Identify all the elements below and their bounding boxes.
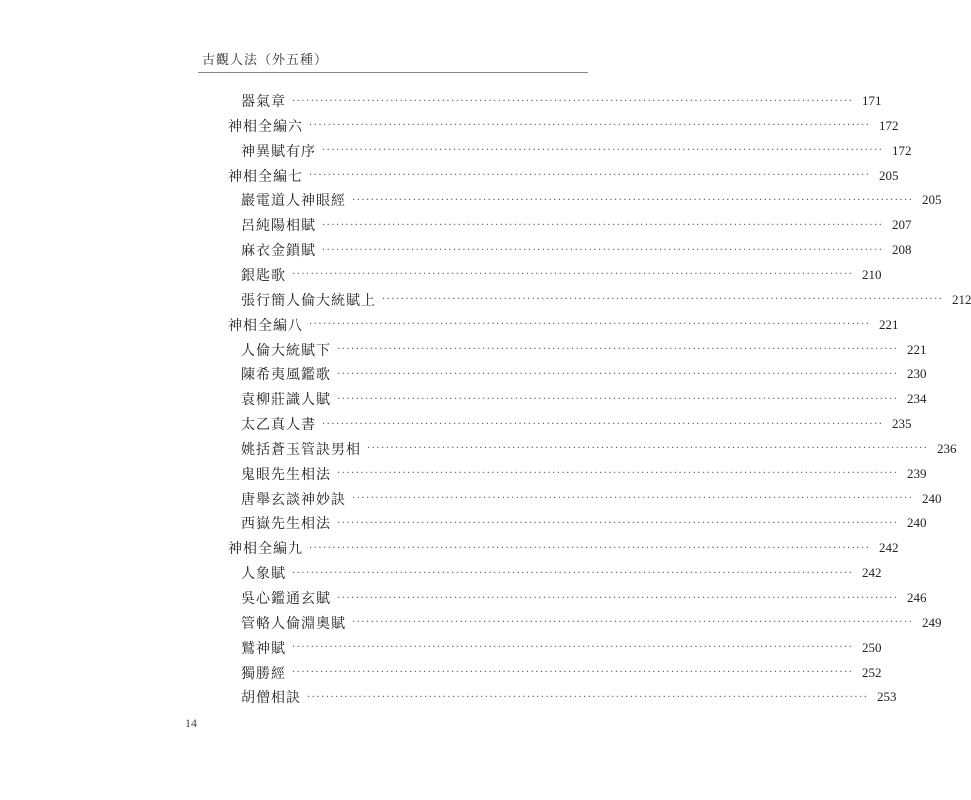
- toc-entry[interactable]: [241, 437, 957, 461]
- toc-entry-title: 獨勝經: [241, 665, 286, 682]
- toc-entry-title: 人倫大統賦下: [241, 342, 331, 359]
- toc-entry-title: 銀匙歌: [241, 267, 286, 284]
- toc-entry-page: 172: [891, 142, 912, 158]
- toc-entry[interactable]: [241, 511, 927, 535]
- toc-entry-title: 吳心鑑通玄賦: [241, 591, 331, 607]
- toc-entry[interactable]: [228, 164, 899, 188]
- dot-leader: ························································································································: [322, 145, 884, 157]
- toc-entry[interactable]: [241, 288, 971, 312]
- toc-entry-page: 221: [878, 316, 899, 332]
- toc-entry-title: 陳希夷風鑑歌: [241, 367, 331, 384]
- toc-entry-title: 袁柳莊識人賦: [241, 392, 331, 409]
- dot-leader: ························································································································: [307, 691, 869, 703]
- dot-leader: ························································································································: [337, 393, 899, 405]
- dot-leader: ························································································································: [352, 194, 914, 206]
- dot-leader: ························································································································: [367, 443, 929, 455]
- toc-entry-page: 242: [878, 540, 899, 556]
- toc-entry-page: 172: [878, 117, 899, 133]
- toc-entry[interactable]: [241, 362, 927, 386]
- toc-entry-title: 太乙真人書: [241, 417, 316, 434]
- toc-entry[interactable]: [241, 387, 927, 411]
- toc-entry[interactable]: [241, 213, 912, 237]
- toc-entry-page: 236: [936, 440, 957, 456]
- toc-entry-page: 212: [951, 291, 971, 307]
- dot-leader: ························································································································: [382, 294, 944, 306]
- toc-entry[interactable]: [241, 636, 882, 660]
- dot-leader: ························································································································: [322, 418, 884, 430]
- toc-entry-title: 胡僧相訣: [241, 690, 301, 707]
- toc-entry[interactable]: [241, 487, 942, 511]
- dot-leader: ························································································································: [292, 667, 854, 679]
- toc-entry-title: 麻衣金鎖賦: [241, 243, 316, 260]
- dot-leader: ························································································································: [292, 269, 854, 281]
- toc-entry-title: 鷲神賦: [241, 640, 286, 657]
- toc-entry[interactable]: [241, 685, 897, 709]
- toc-entry-title: 巖電道人神眼經: [241, 193, 346, 210]
- toc-entry-page: 234: [906, 391, 927, 407]
- toc-entry-title: 姚括蒼玉管訣男相: [241, 441, 361, 458]
- toc-entry-page: 221: [906, 341, 927, 357]
- toc-entry-title: 神相全編七: [228, 168, 303, 185]
- dot-leader: ························································································································: [337, 344, 899, 355]
- toc-entry-title: 神相全編六: [228, 118, 303, 135]
- dot-leader: ························································································································: [292, 567, 854, 579]
- toc-entry-page: 230: [906, 366, 927, 382]
- toc-entry-page: 240: [906, 515, 927, 531]
- dot-leader: ························································································································: [292, 642, 854, 654]
- toc-entry[interactable]: [241, 188, 942, 212]
- dot-leader: ························································································································: [322, 244, 884, 256]
- dot-leader: ························································································································: [337, 592, 899, 604]
- toc-entry-page: 239: [906, 465, 927, 481]
- toc-entry[interactable]: [241, 586, 927, 610]
- toc-entry-page: 235: [891, 416, 912, 432]
- toc-entry-page: 207: [891, 217, 912, 233]
- dot-leader: ························································································································: [309, 319, 871, 331]
- toc-entry-title: 鬼眼先生相法: [241, 466, 331, 483]
- toc-entry[interactable]: [228, 536, 899, 560]
- toc-entry-page: 210: [861, 266, 882, 282]
- toc-entry-title: 人象賦: [241, 566, 286, 583]
- dot-leader: ························································································································: [309, 542, 871, 554]
- dot-leader: ························································································································: [309, 170, 871, 182]
- toc-entry-title: 器氣章: [241, 94, 286, 110]
- toc-entry-page: 252: [861, 664, 882, 680]
- dot-leader: ························································································································: [337, 517, 899, 529]
- toc-entry-page: 171: [861, 93, 882, 108]
- running-head: 古觀人法（外五種）: [202, 53, 329, 68]
- toc-entry-page: 250: [861, 639, 882, 655]
- toc-entry[interactable]: [241, 338, 927, 362]
- toc-entry[interactable]: [241, 661, 882, 685]
- toc-entry[interactable]: [228, 313, 899, 337]
- toc-entry[interactable]: [228, 114, 899, 138]
- dot-leader: ························································································································: [309, 120, 871, 132]
- toc-entry-page: 240: [921, 490, 942, 506]
- dot-leader: ························································································································: [337, 468, 899, 480]
- toc-entry-title: 呂純陽相賦: [241, 218, 316, 235]
- toc-entry-title: 唐舉玄談神妙訣: [241, 491, 346, 508]
- toc-entry-title: 神異賦有序: [241, 143, 316, 160]
- toc-entry[interactable]: [241, 462, 927, 486]
- toc-entry[interactable]: [241, 611, 942, 635]
- toc-entry-page: 242: [861, 565, 882, 581]
- toc-entry-page: 205: [921, 192, 942, 208]
- toc-entry[interactable]: [241, 139, 912, 163]
- toc-entry-title: 西嶽先生相法: [241, 516, 331, 533]
- dot-leader: ························································································································: [337, 368, 899, 380]
- toc-entry-page: 205: [878, 167, 899, 183]
- folio-page-number: 14: [185, 716, 197, 730]
- dot-leader: ························································································································: [352, 617, 914, 629]
- toc-entry-page: 246: [906, 590, 927, 605]
- dot-leader: ························································································································: [352, 493, 914, 505]
- toc-entry-title: 神相全編九: [228, 541, 303, 558]
- dot-leader: ························································································································: [292, 95, 854, 107]
- toc-entry-title: 神相全編八: [228, 317, 303, 334]
- toc-entry[interactable]: [241, 89, 882, 113]
- toc-entry[interactable]: [241, 561, 882, 585]
- dot-leader: ························································································································: [322, 219, 884, 231]
- toc-entry-page: 253: [876, 689, 897, 705]
- toc-entry[interactable]: [241, 238, 912, 262]
- toc-entry-title: 張行簡人倫大統賦上: [241, 292, 376, 309]
- toc-entry[interactable]: [241, 263, 882, 287]
- toc-entry-page: 249: [921, 614, 942, 630]
- toc-entry-title: 管輅人倫淵奧賦: [241, 615, 346, 632]
- toc-entry[interactable]: [241, 412, 912, 436]
- toc-entry-page: 208: [891, 242, 912, 258]
